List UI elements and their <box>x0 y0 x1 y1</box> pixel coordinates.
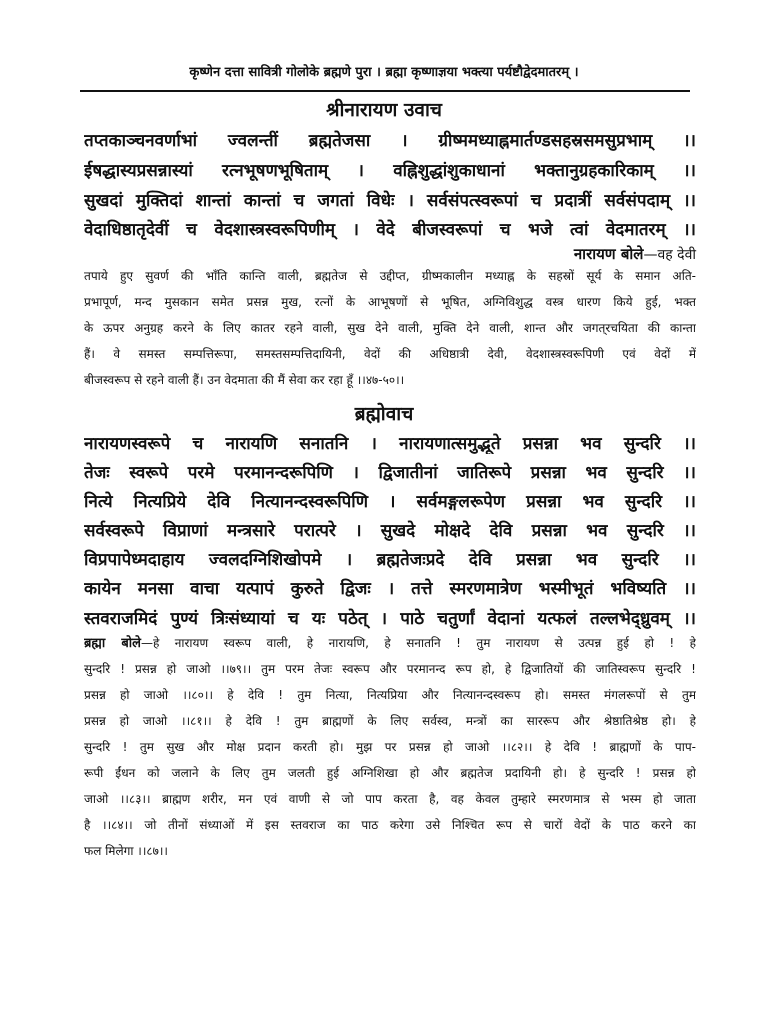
running-header: कृष्णेन दत्ता सावित्री गोलोके ब्रह्मणे पुरा । ब्रह्मा कृष्णाज्ञया भक्त्या पर्यष्टौद्वेदमातरम् । <box>189 65 579 80</box>
verse-line: नारायणस्वरूपे च नारायणि सनातनि । नारायणात्समुद्भूते प्रसन्ना भव सुन्दरि ।। <box>84 434 696 454</box>
translation-speaker: ब्रह्मा बोले <box>84 636 141 651</box>
translation-line: प्रभापूर्ण, मन्द मुसकान समेत प्रसन्न मुख, रत्नों के आभूषणों से भूषित, अग्निविशुद्ध वस्त्र धारण किये हुई, भक्त <box>84 295 696 309</box>
translation-line: जाओ ।।८३।। ब्राह्मण शरीर, मन एवं वाणी से जो पाप करता है, वह केवल तुम्हारे स्मरणमात्र से भस्म हो जाता <box>84 792 696 806</box>
verse-line: सुखदां मुक्तिदां शान्तां कान्तां च जगतां विधेः । सर्वसंपत्स्वरूपां च प्रदात्रीं सर्वसंपदाम् ।। <box>84 191 696 211</box>
section-title-narayan: श्रीनारायण उवाच <box>326 99 442 121</box>
translation-line: तपाये हुए सुवर्ण की भाँति कान्ति वाली, ब्रह्मतेज से उद्दीप्त, ग्रीष्मकालीन मध्याह्न के सहस्रों सूर्य के समान अति- <box>84 269 696 283</box>
verse-line: विप्रपापेध्मदाहाय ज्वलदग्निशिखोपमे । ब्रह्मतेजःप्रदे देवि प्रसन्ना भव सुन्दरि ।। <box>84 550 696 570</box>
verse-line: नित्ये नित्यप्रिये देवि नित्यानन्दस्वरूपिणि । सर्वमङ्गलरूपेण प्रसन्ना भव सुन्दरि ।। <box>84 492 696 512</box>
translation-line: रूपी ईंधन को जलाने के लिए तुम जलती हुई अग्निशिखा हो और ब्रह्मतेज प्रदायिनी हो। हे सुन्दरि ! प्रसन्न हो <box>84 766 696 780</box>
translation-line: फल मिलेगा ।।८७।। <box>84 844 168 858</box>
translation-speaker: नारायण बोले <box>573 245 644 263</box>
verse-line: कायेन मनसा वाचा यत्पापं कुरुते द्विजः । तत्ते स्मरणमात्रेण भस्मीभूतं भविष्यति ।। <box>84 579 696 599</box>
section-title-brahma: ब्रह्मोवाच <box>354 403 414 425</box>
translation-heading <box>400 244 696 264</box>
verse-line: सर्वस्वरूपे विप्राणां मन्त्रसारे परात्परे । सुखदे मोक्षदे देवि प्रसन्ना भव सुन्दरि ।। <box>84 521 696 541</box>
translation-lead: —वह देवी <box>643 247 696 263</box>
verse-line: तप्तकाञ्चनवर्णाभां ज्वलन्तीं ब्रह्मतेजसा । ग्रीष्ममध्याह्नमार्तण्डसहस्रसमसुप्रभाम् ।। <box>84 131 696 151</box>
translation-line: सुन्दरि ! तुम सुख और मोक्ष प्रदान करती हो। मुझ पर प्रसन्न हो जाओ ।।८२।। हे देवि ! ब्राह्मणों के पाप- <box>84 740 696 754</box>
translation-line: है ।।८४।। जो तीनों संध्याओं में इस स्तवराज का पाठ करेगा उसे निश्चित रूप से चारों वेदों के पाठ करने का <box>84 818 696 832</box>
translation-line: बीजस्वरूप से रहने वाली हैं। उन वेदमाता की मैं सेवा कर रहा हूँ ।।४७-५०।। <box>84 373 405 387</box>
translation-line <box>84 633 696 651</box>
translation-line: के ऊपर अनुग्रह करने के लिए कातर रहने वाली, सुख देने वाली, मुक्ति देने वाली, शान्त और जगत्‌रचयिता की कान्ता <box>84 321 696 335</box>
translation-line: प्रसन्न हो जाओ ।।८०।। हे देवि ! तुम नित्या, नित्यप्रिया और नित्यानन्दस्वरूप हो। समस्त मंगलरूपों से तुम <box>84 688 696 702</box>
translation-first-line: —हे नारायण स्वरूप वाली, हे नारायणि, हे सनातनि ! तुम नारायण से उत्पन्न हुई हो ! हे <box>140 636 696 650</box>
verse-line: वेदाधिष्ठातृदेवीं च वेदशास्त्रस्वरूपिणीम् । वेदे बीजस्वरूपां च भजे त्वां वेदमातरम् ।। <box>84 220 696 240</box>
translation-line: सुन्दरि ! प्रसन्न हो जाओ ।।७९।। तुम परम तेजः स्वरूप और परमानन्द रूप हो, हे द्विजातियों की जातिस्वरूप सुन्दरि ! <box>84 662 696 676</box>
translation-line: हैं। वे समस्त सम्पत्तिरूपा, समस्तसम्पत्तिदायिनी, वेदों की अधिष्ठात्री देवी, वेदशास्त्रस्वरूपिणी एवं वेदों में <box>84 347 696 361</box>
header-rule <box>80 90 690 92</box>
translation-line: प्रसन्न हो जाओ ।।८१।। हे देवि ! तुम ब्राह्मणों के लिए सर्वस्व, मन्त्रों का साररूप और श्रेष्ठातिश्रेष्ठ हो। हे <box>84 714 696 728</box>
verse-line: स्तवराजमिदं पुण्यं त्रिःसंध्यायां च यः पठेत् । पाठे चतुर्णां वेदानां यत्फलं तल्लभेद्ध्रुवम् ।। <box>84 609 696 629</box>
verse-line: तेजः स्वरूपे परमे परमानन्दरूपिणि । द्विजातीनां जातिरूपे प्रसन्ना भव सुन्दरि ।। <box>84 463 696 483</box>
verse-line: ईषद्धास्यप्रसन्नास्यां रत्नभूषणभूषिताम् । वह्निशुद्धांशुकाधानां भक्तानुग्रहकारिकाम् ।। <box>84 161 696 181</box>
